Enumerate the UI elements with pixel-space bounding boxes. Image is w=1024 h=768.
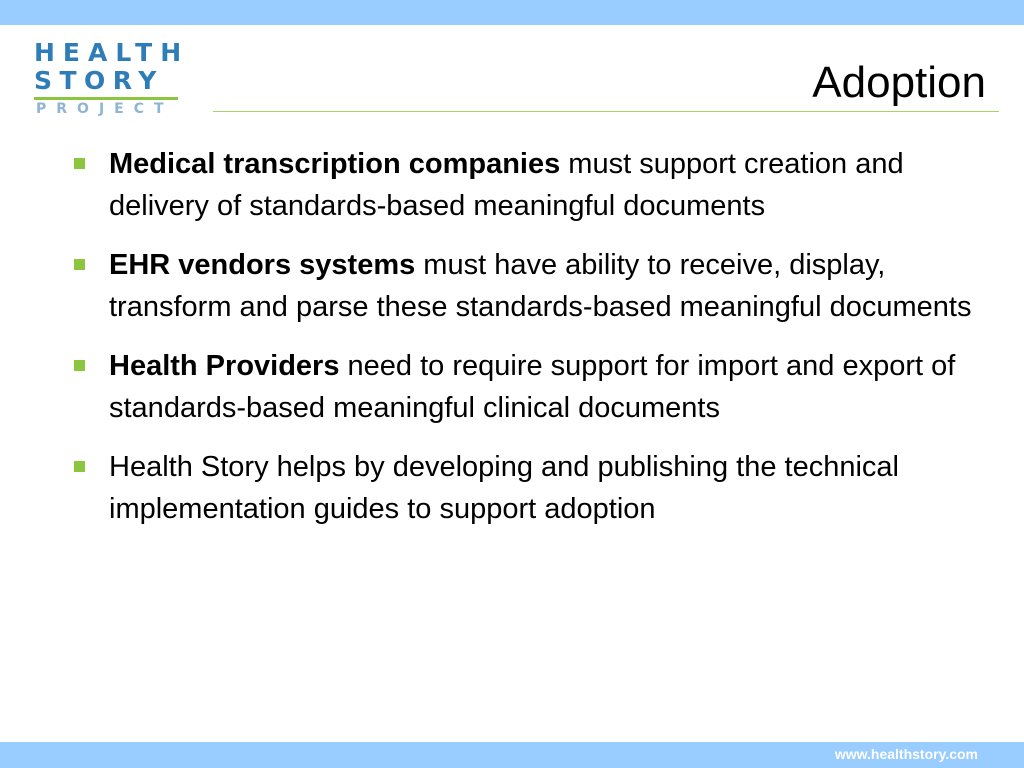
top-band bbox=[0, 0, 1024, 25]
slide-title: Adoption bbox=[812, 58, 986, 107]
bullet-square-icon bbox=[74, 158, 85, 169]
bullet-text: Health Story helps by developing and publishing the technical implementation guides to support adoption bbox=[109, 451, 899, 525]
bullet-item bbox=[70, 245, 990, 328]
health-story-logo bbox=[34, 38, 190, 120]
bullet-bold-lead: Medical transcription companies bbox=[109, 148, 561, 180]
bullet-square-icon bbox=[74, 461, 85, 472]
bullet-text: must support creation and delivery of standards-based meaningful documents bbox=[109, 148, 904, 222]
bullet-item bbox=[70, 447, 990, 530]
bullet-list bbox=[70, 144, 990, 548]
logo-divider bbox=[34, 97, 178, 100]
bullet-square-icon bbox=[74, 360, 85, 371]
bullet-item bbox=[70, 144, 990, 227]
logo-line-story: STORY bbox=[34, 66, 164, 95]
bullet-square-icon bbox=[74, 259, 85, 270]
bullet-bold-lead: Health Providers bbox=[109, 350, 340, 382]
logo-line-health: HEALTH bbox=[34, 38, 190, 67]
bullet-item bbox=[70, 346, 990, 429]
logo-line-project: PROJECT bbox=[36, 101, 174, 117]
bottom-band bbox=[0, 742, 1024, 768]
bullet-bold-lead: EHR vendors systems bbox=[109, 249, 416, 281]
bullet-text: must have ability to receive, display, transform and parse these standards-based meaningful documents bbox=[109, 249, 972, 323]
footer-url: www.healthstory.com bbox=[834, 746, 978, 762]
title-divider bbox=[213, 111, 999, 112]
bullet-text: need to require support for import and export of standards-based meaningful clinical documents bbox=[109, 350, 956, 424]
